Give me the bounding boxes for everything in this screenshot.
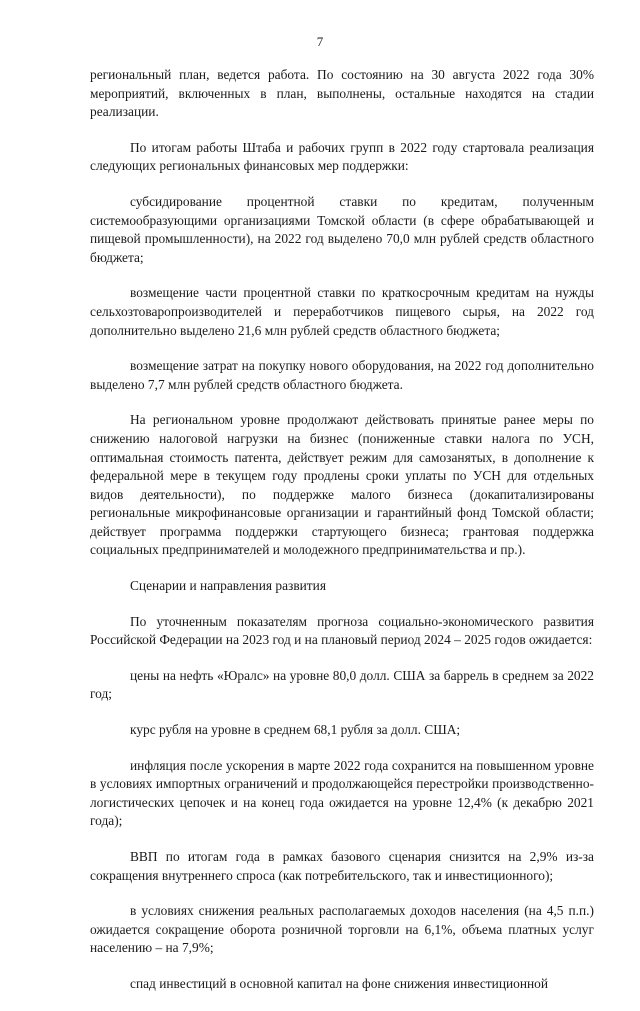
document-body [90,66,594,1011]
paragraph-measure-subsidy: субсидирование процентной ставки по кредитам, полученным системообразующими организациями Томской области (в сфере обрабатывающей и пищевой промышленности), на 2022 год выделено 70,0 млн рублей средств областного бюджета; [90,193,594,265]
paragraph-support-intro: По итогам работы Штаба и рабочих групп в 2022 году стартовала реализация следующих региональных финансовых мер поддержки: [90,139,594,174]
paragraph-measure-agri: возмещение части процентной ставки по краткосрочным кредитам на нужды сельхозтоваропроизводителей и переработчиков пищевого сырья, на 2022 год дополнительно выделено 21,6 млн рублей средств областного бюджета; [90,285,594,338]
paragraph-measure-equipment: возмещение затрат на покупку нового оборудования, на 2022 год дополнительно выделено 7,7 млн рублей средств областного бюджета. [90,358,594,392]
paragraph-retail: в условиях снижения реальных располагаемых доходов населения (на 4,5 п.п.) ожидается сокращение оборота розничной торговли на 6,1%, объема платных услуг населению – на 7,9%; [90,903,594,956]
paragraph-continuation: региональный план, ведется работа. По состоянию на 30 августа 2022 года 30% мероприятий, включенных в план, выполнены, остальные находятся на стадии реализации. [90,67,594,120]
page-number: 7 [316,34,324,49]
section-heading: Сценарии и направления развития [130,578,326,594]
paragraph-inflation: инфляция после ускорения в марте 2022 года сохранится на повышенном уровне в условиях импортных ограничений и продолжающейся перестройки производственно-логистических цепочек и на конец года ожидается на уровне 12,4% (к декабрю 2021 года); [90,757,594,829]
paragraph-investment: спад инвестиций в основной капитал на фоне снижения инвестиционной [130,975,549,991]
paragraph-regional-measures: На региональном уровне продолжают действовать принятые ранее меры по снижению налоговой нагрузки на бизнес (пониженные ставки налога по УСН, оптимальная стоимость патента, действует режим для самозанятых, в дополнение к федеральной мере в текущем году продлены сроки уплаты по УСН для отдельных видов деятельности), по поддержке малого бизнеса (докапитализированы региональные микрофинансовые организации и гарантийный фонд Томской области; действует программа поддержки стартующего бизнеса; грантовая поддержка социальных предпринимателей и молодежного предпринимательства и пр.). [90,412,594,558]
paragraph-oil-price: цены на нефть «Юралс» на уровне 80,0 долл. США за баррель в среднем за 2022 год; [90,667,594,702]
paragraph-forecast-intro: По уточненным показателям прогноза социально-экономического развития Российской Федерации на 2023 год и на плановый период 2024 – 2025 годов ожидается: [90,613,594,648]
paragraph-exchange-rate: курс рубля на уровне в среднем 68,1 рубля за долл. США; [130,722,461,738]
paragraph-gdp: ВВП по итогам года в рамках базового сценария снизится на 2,9% из-за сокращения внутреннего спроса (как потребительского, так и инвестиционного); [90,849,594,883]
